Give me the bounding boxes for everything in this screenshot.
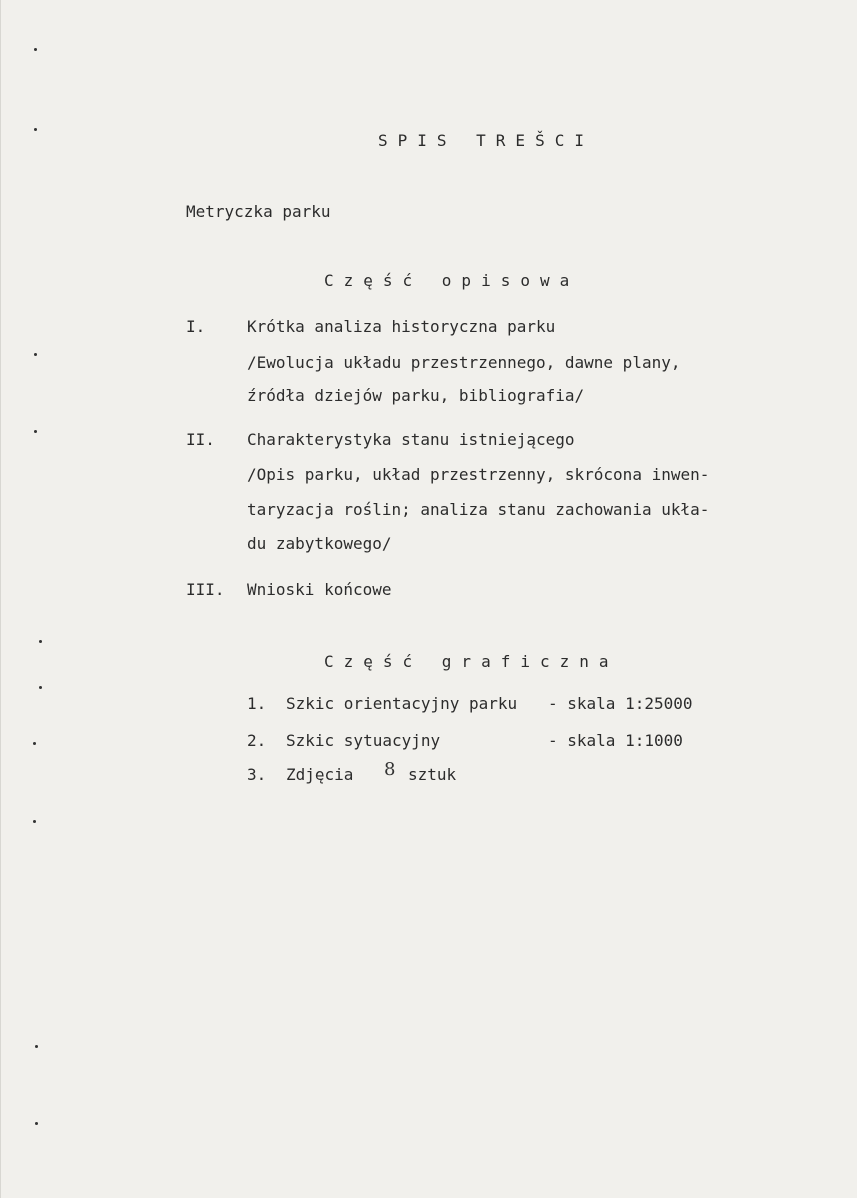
graphic-item-text: Zdjęcia	[286, 765, 354, 784]
graphic-item-number: 3.	[247, 765, 267, 784]
margin-mark	[33, 742, 36, 745]
metryczka-line: Metryczka parku	[186, 202, 331, 221]
graphic-item-text: Szkic orientacyjny parku	[286, 694, 518, 713]
margin-mark	[34, 353, 37, 356]
item-line: du zabytkowego/	[247, 534, 392, 553]
margin-mark	[35, 1045, 38, 1048]
item-line: Wnioski końcowe	[247, 580, 392, 599]
graphic-item-scale: - skala 1:1000	[548, 731, 683, 750]
margin-mark	[39, 686, 42, 689]
handwritten-count: 8	[384, 759, 396, 780]
margin-mark	[34, 128, 37, 131]
item-number: II.	[186, 430, 215, 449]
item-number: I.	[186, 317, 206, 336]
item-line: /Ewolucja układu przestrzennego, dawne plany,	[247, 353, 681, 372]
item-line: taryzacja roślin; analiza stanu zachowania ukła-	[247, 500, 710, 519]
margin-mark	[35, 1122, 38, 1125]
item-number: III.	[186, 580, 225, 599]
page-title: SPIS TREŠCI	[378, 131, 594, 150]
graphic-item-number: 1.	[247, 694, 267, 713]
item-line: źródła dziejów parku, bibliografia/	[247, 386, 585, 405]
margin-mark	[34, 48, 37, 51]
graphic-item-text: Szkic sytuacyjny	[286, 731, 441, 750]
item-line: /Opis parku, układ przestrzenny, skrócona inwen-	[247, 465, 710, 484]
margin-mark	[34, 430, 37, 433]
section-heading-descriptive: Część opisowa	[324, 271, 580, 290]
item-line: Krótka analiza historyczna parku	[247, 317, 556, 336]
margin-mark	[39, 640, 42, 643]
margin-mark	[33, 820, 36, 823]
graphic-item-scale: - skala 1:25000	[548, 694, 693, 713]
item-line: Charakterystyka stanu istniejącego	[247, 430, 575, 449]
graphic-item-number: 2.	[247, 731, 267, 750]
section-heading-graphic: Część graficzna	[324, 652, 619, 671]
graphic-item-unit: sztuk	[408, 765, 457, 784]
